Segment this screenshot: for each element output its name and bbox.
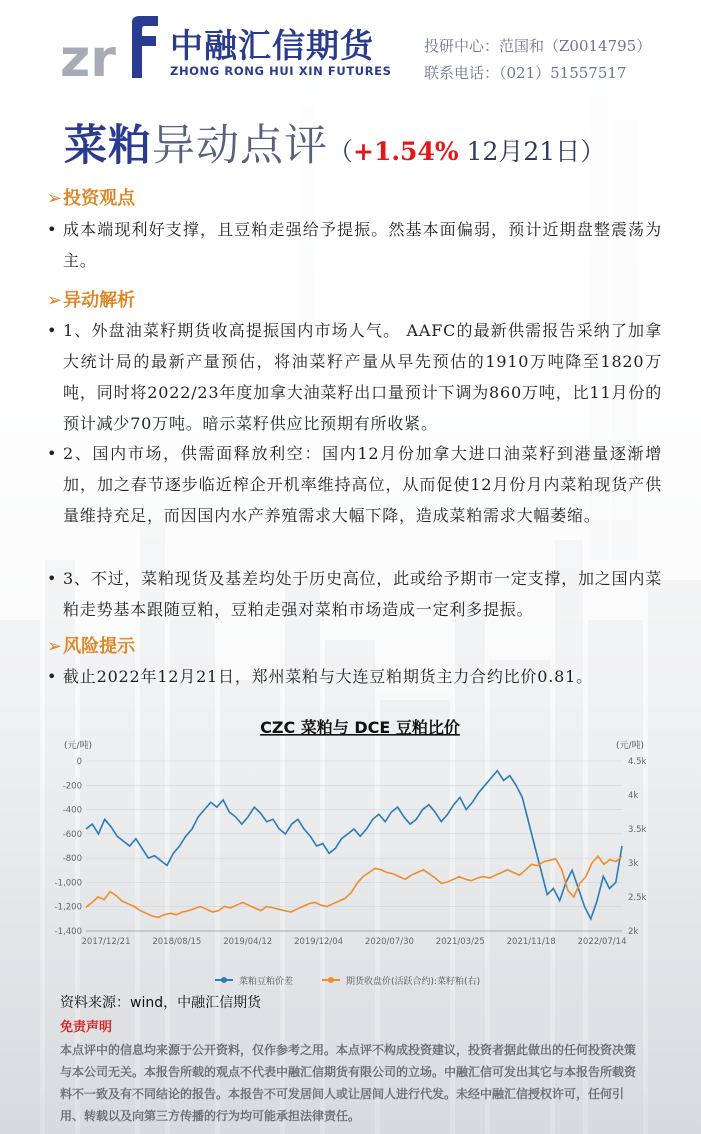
data-source: 资料来源：wind，中融汇信期货 xyxy=(60,995,262,1011)
chart-legend xyxy=(215,975,480,987)
chart-title: CZC 菜粕与 DCE 豆粕比价 xyxy=(260,718,460,737)
left-tick-label: -1,400 xyxy=(54,927,82,937)
bullet-icon: • xyxy=(47,220,57,239)
legend-label-spread: 菜粕豆粕价差 xyxy=(239,977,294,987)
right-axis xyxy=(628,757,647,937)
risk-paragraph: • 截止2022年12月21日，郑州菜粕与大连豆粕期货主力合约比价0.81。 xyxy=(47,661,662,692)
legend-marker-rapeseed-meal xyxy=(328,977,334,983)
page-title xyxy=(64,112,605,173)
left-tick-label: -200 xyxy=(62,781,82,792)
x-axis xyxy=(82,931,627,947)
x-tick-label: 2017/12/21 xyxy=(81,937,131,947)
bullet-icon: • xyxy=(47,667,57,686)
right-tick-label: 3.5k xyxy=(628,825,647,835)
left-tick-label: -800 xyxy=(62,854,82,865)
company-logo-icon xyxy=(60,12,160,80)
x-tick-label: 2019/04/12 xyxy=(223,937,273,947)
bullet-icon: • xyxy=(47,569,57,588)
title-open-paren: （ xyxy=(328,137,354,166)
title-close-paren: ） xyxy=(580,137,606,166)
x-tick-label: 2021/03/25 xyxy=(435,937,485,947)
x-tick-label: 2018/08/15 xyxy=(152,937,202,947)
analysis-item: • 3、不过，菜粕现货及基差均处于历史高位，此或给予期市一定支撑，加之国内菜粕走势基本跟随豆粕，豆粕走强对菜粕市场造成一定利多提振。 xyxy=(47,563,662,625)
disclaimer-title: 免责声明 xyxy=(60,1020,113,1035)
left-unit-label: (元/吨) xyxy=(64,741,93,751)
analysis-item: • 1、外盘油菜籽期货收高提振国内市场人气。 AAFC的最新供需报告采纳了加拿大统计局的最新产量预估，将油菜籽产量从早先预估的1910万吨降至1820万吨，同时将2022/23年度加拿大油菜籽出口量预计下调为860万吨，比11月份的预计减少70万吨。暗示菜籽供应比预期有所收紧。 xyxy=(47,315,662,439)
company-name-en: ZHONG RONG HUI XIN FUTURES xyxy=(170,64,392,78)
right-unit-label: (元/吨) xyxy=(616,741,645,751)
section-heading-risk: ➢风险提示 xyxy=(47,636,136,657)
title-commodity: 菜粕 xyxy=(64,121,152,171)
left-tick-label: -400 xyxy=(62,805,82,816)
x-tick-label: 2021/11/18 xyxy=(506,937,556,947)
chart-grid xyxy=(86,761,622,931)
legend-label-rapeseed-meal: 期货收盘价(活跃合约):菜籽粕(右) xyxy=(346,977,481,987)
arrow-icon: ➢ xyxy=(47,636,63,657)
company-name-cn: 中融汇信期货 xyxy=(170,26,374,65)
left-tick-label: -600 xyxy=(62,829,82,840)
section-heading-view: ➢投资观点 xyxy=(47,188,136,209)
svg-text:zr: zr xyxy=(60,29,116,80)
left-axis xyxy=(55,757,82,937)
left-tick-label: -1,200 xyxy=(54,902,82,913)
phone-line: 联系电话：（021）51557517 xyxy=(424,64,627,82)
arrow-icon: ➢ xyxy=(47,290,63,311)
analyst-line: 投研中心：范国和（Z0014795） xyxy=(424,37,652,55)
right-tick-label: 4k xyxy=(628,791,639,801)
series-line-spread xyxy=(86,771,622,919)
spread-chart xyxy=(50,713,670,995)
x-tick-label: 2020/07/30 xyxy=(364,937,414,947)
title-type: 异动点评 xyxy=(152,121,328,171)
bullet-icon: • xyxy=(47,444,57,463)
x-tick-label: 2022/07/14 xyxy=(577,937,627,947)
title-date: 12月21日 xyxy=(458,137,581,166)
section-heading-analysis: ➢异动解析 xyxy=(47,290,136,311)
right-tick-label: 4.5k xyxy=(628,757,647,767)
right-tick-label: 2.5k xyxy=(628,893,647,903)
disclaimer-body: 本点评中的信息均来源于公开资料，仅作参考之用。本点评不构成投资建议，投资者据此做出的任何投资决策与本公司无关。本报告所载的观点不代表中融汇信期货有限公司的立场。中融汇信可发出其它与本报告所载资料不一致及有不同结论的报告。本报告不可发居间人或让居间人进行代发。未经中融汇信授权许可，任何引用、转载以及向第三方传播的行为均可能承担法律责任。 xyxy=(60,1043,637,1123)
analysis-item: • 2、国内市场，供需面释放利空：国内12月份加拿大进口油菜籽到港量逐渐增加，加之春节逐步临近榨企开机率维持高位，从而促使12月份月内菜粕现货产供量维持充足，而因国内水产养殖需求大幅下降，造成菜粕需求大幅萎缩。 xyxy=(47,438,662,531)
contact-info xyxy=(424,33,651,87)
right-tick-label: 2k xyxy=(628,927,639,937)
price-change: +1.54% xyxy=(353,137,459,166)
legend-marker-spread xyxy=(221,977,227,983)
left-tick-label: 0 xyxy=(76,757,82,767)
x-tick-label: 2019/12/04 xyxy=(294,937,344,947)
right-tick-label: 3k xyxy=(628,859,639,869)
left-tick-label: -1,000 xyxy=(54,878,82,889)
bullet-icon: • xyxy=(47,321,57,340)
arrow-icon: ➢ xyxy=(47,188,63,209)
view-paragraph: • 成本端现利好支撑，且豆粕走强给予提振。然基本面偏弱，预计近期盘整震荡为主。 xyxy=(47,214,662,276)
